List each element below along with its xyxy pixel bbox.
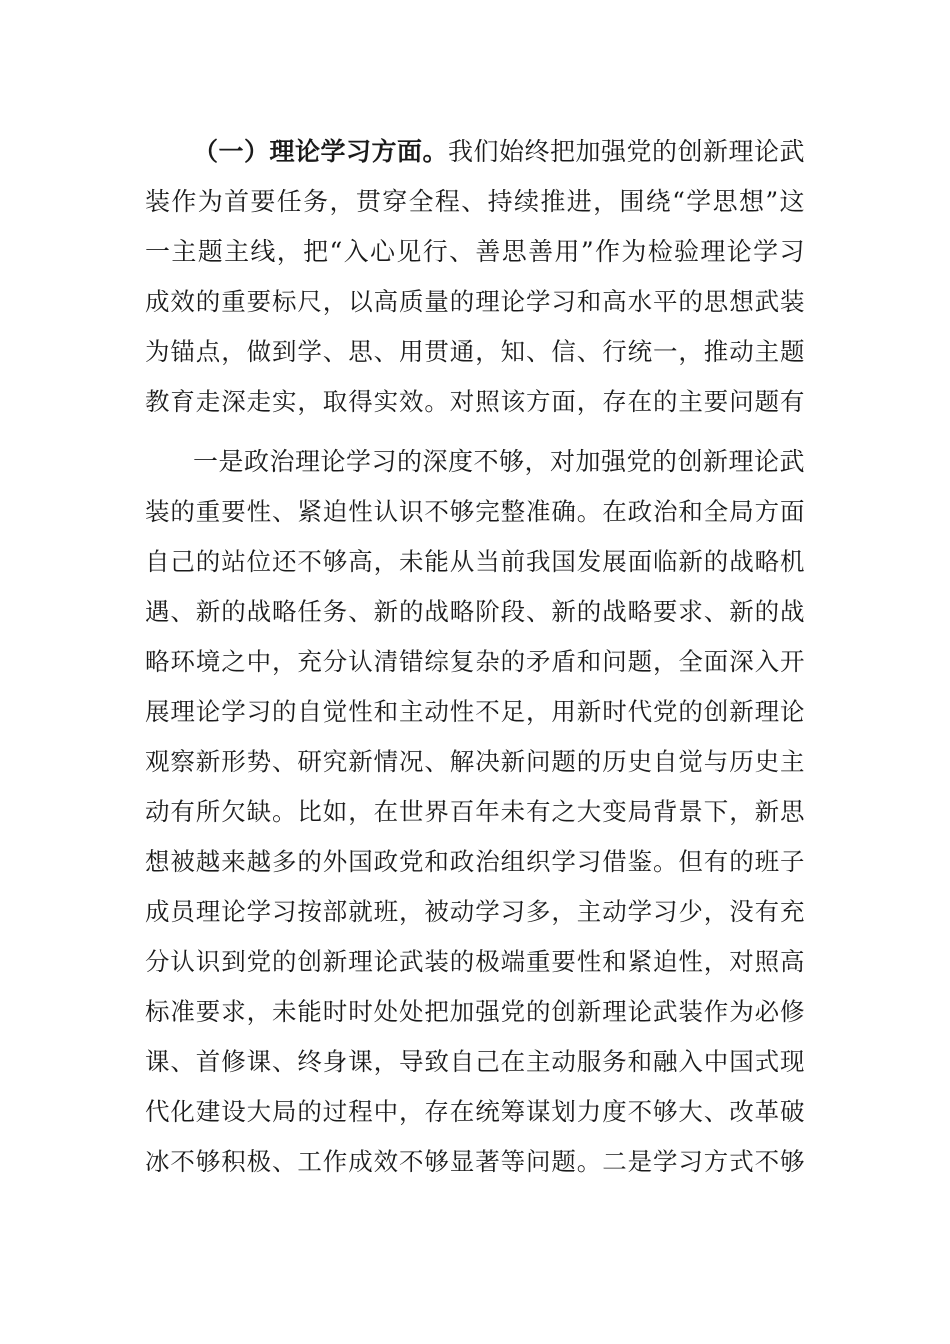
paragraph2-line-9: 成员理论学习按部就班，被动学习多，主动学习少，没有充	[145, 897, 805, 926]
paragraph2-line-12: 课、首修课、终身课，导致自己在主动服务和融入中国式现	[145, 1047, 805, 1076]
paragraph2-line-11: 标准要求，未能时时处处把加强党的创新理论武装作为必修	[145, 997, 805, 1026]
paragraph2-line-5: 展理论学习的自觉性和主动性不足，用新时代党的创新理论	[145, 697, 805, 726]
paragraph2-line-0: 一是政治理论学习的深度不够，对加强党的创新理论武	[193, 447, 806, 476]
paragraph2-line-2: 自己的站位还不够高，未能从当前我国发展面临新的战略机	[145, 547, 805, 576]
section-heading: （一）理论学习方面。	[193, 137, 449, 166]
paragraph2-line-14: 冰不够积极、工作成效不够显著等问题。二是学习方式不够	[145, 1147, 805, 1176]
paragraph2-line-13: 代化建设大局的过程中，存在统筹谋划力度不够大、改革破	[145, 1097, 805, 1126]
paragraph2-line-10: 分认识到党的创新理论武装的极端重要性和紧迫性，对照高	[145, 947, 805, 976]
section-line-0: 我们始终把加强党的创新理论武	[448, 137, 806, 166]
paragraph2-line-4: 略环境之中，充分认清错综复杂的矛盾和问题，全面深入开	[145, 647, 805, 676]
section-line-5: 教育走深走实，取得实效。对照该方面，存在的主要问题有	[145, 387, 805, 416]
paragraph2-line-3: 遇、新的战略任务、新的战略阶段、新的战略要求、新的战	[145, 597, 805, 626]
section-line-1: 装作为首要任务，贯穿全程、持续推进，围绕“学思想”这	[145, 187, 805, 216]
section-first-line	[193, 135, 805, 169]
paragraph2-line-7: 动有所欠缺。比如，在世界百年未有之大变局背景下，新思	[145, 797, 805, 826]
section-line-2: 一主题主线，把“入心见行、善思善用”作为检验理论学习	[145, 237, 805, 266]
paragraph2-line-1: 装的重要性、紧迫性认识不够完整准确。在政治和全局方面	[145, 497, 805, 526]
paragraph2-line-6: 观察新形势、研究新情况、解决新问题的历史自觉与历史主	[145, 747, 805, 776]
section-line-4: 为锚点，做到学、思、用贯通，知、信、行统一，推动主题	[145, 337, 805, 366]
section-line-3: 成效的重要标尺，以高质量的理论学习和高水平的思想武装	[145, 287, 805, 316]
paragraph2-line-8: 想被越来越多的外国政党和政治组织学习借鉴。但有的班子	[145, 847, 805, 876]
